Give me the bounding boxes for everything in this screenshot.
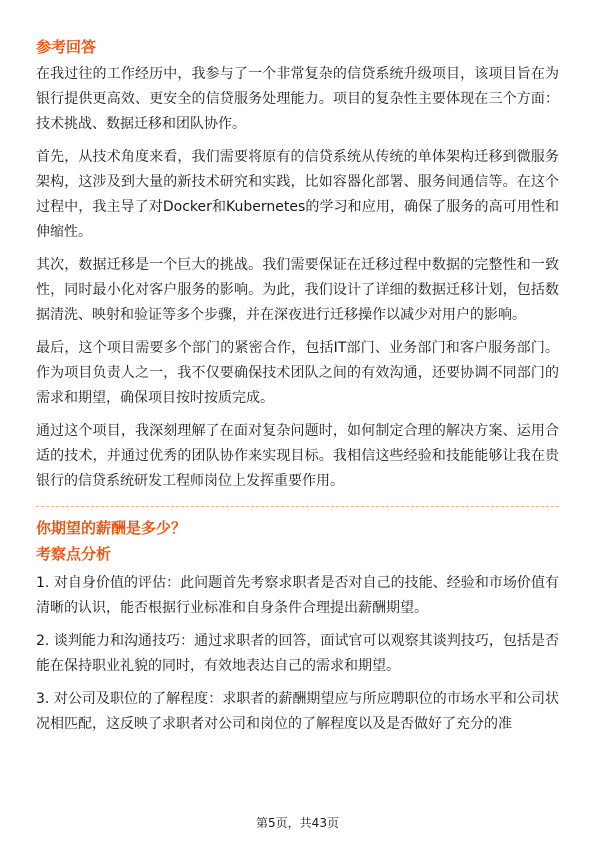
page-number: 第5页，共43页 [256,816,339,830]
question-heading: 你期望的薪酬是多少？ [36,519,187,537]
analysis-point: 3. 对公司及职位的了解程度：求职者的薪酬期望应与所应聘职位的市场水平和公司状况相匹配，这反映了求职者对公司和岗位的了解程度以及是否做好了充分的准 [36,691,559,732]
answer-paragraph: 其次，数据迁移是一个巨大的挑战。我们需要保证在迁移过程中数据的完整性和一致性，同时最小化对客户服务的影响。为此，我们设计了详细的数据迁移计划，包括数据清洗、映射和验证等多个步骤，并在深夜进行迁移操作以减少对用户的影响。 [36,257,559,323]
answer-paragraph: 在我过往的工作经历中，我参与了一个非常复杂的信贷系统升级项目，该项目旨在为银行提供更高效、更安全的信贷服务处理能力。项目的复杂性主要体现在三个方面：技术挑战、数据迁移和团队协作。 [36,66,559,132]
document-page [36,36,559,745]
answer-paragraph: 通过这个项目，我深刻理解了在面对复杂问题时，如何制定合理的解决方案、运用合适的技术，并通过优秀的团队协作来实现目标。我相信这些经验和技能能够让我在贵银行的信贷系统研发工程师岗位上发挥重要作用。 [36,423,559,489]
analysis-point: 2. 谈判能力和沟通技巧：通过求职者的回答，面试官可以观察其谈判技巧，包括是否能在保持职业礼貌的同时，有效地表达自己的需求和期望。 [36,633,559,674]
reference-answer-heading: 参考回答 [36,38,97,56]
answer-paragraph: 首先，从技术角度来看，我们需要将原有的信贷系统从传统的单体架构迁移到微服务架构，这涉及到大量的新技术研究和实践，比如容器化部署、服务间通信等。在这个过程中，我主导了对Docker和Kubernetes的学习和应用，确保了服务的高可用性和伸缩性。 [36,149,559,240]
analysis-point: 1. 对自身价值的评估：此问题首先考察求职者是否对自己的技能、经验和市场价值有清晰的认识，能否根据行业标准和自身条件合理提出薪酬期望。 [36,575,559,616]
section-divider [36,506,559,507]
analysis-subheading: 考察点分析 [36,545,112,563]
answer-paragraph: 最后，这个项目需要多个部门的紧密合作，包括IT部门、业务部门和客户服务部门。作为项目负责人之一，我不仅要确保技术团队之间的有效沟通，还要协调不同部门的需求和期望，确保项目按时按质完成。 [36,340,559,406]
